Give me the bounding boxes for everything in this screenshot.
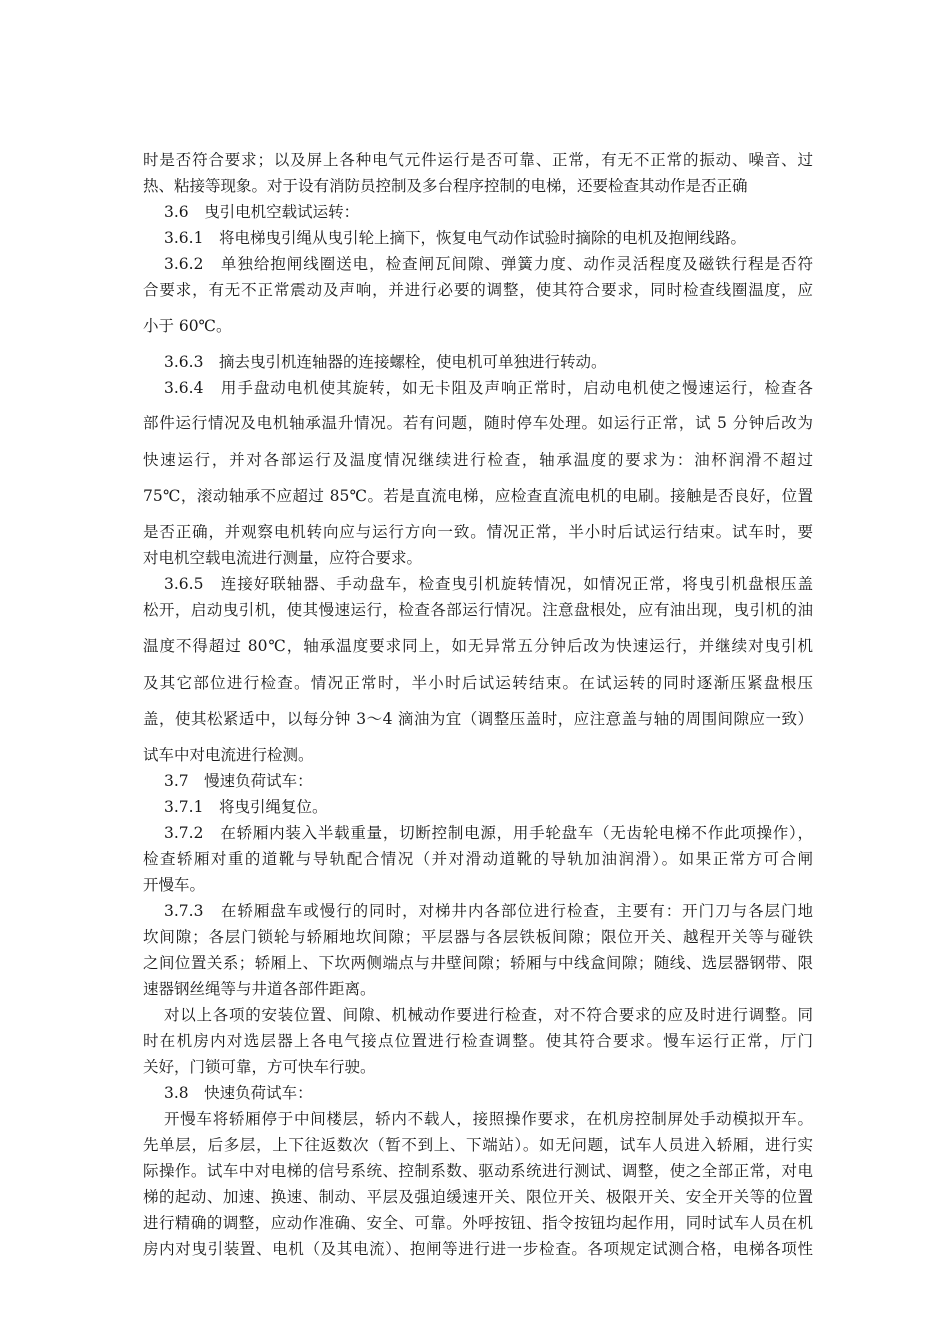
text-line: 试车中对电流进行检测。 <box>143 746 314 764</box>
text-line: 3.6.5 连接好联轴器、手动盘车，检查曳引机旋转情况，如情况正常，将曳引机盘根压盖 <box>164 575 813 593</box>
text-line: 合要求，有无不正常震动及声响，并进行必要的调整，使其符合要求，同时检查线圈温度，应 <box>143 281 813 299</box>
text-line: 房内对曳引装置、电机（及其电流）、抱闸等进行进一步检查。各项规定试测合格，电梯各项性 <box>143 1240 813 1258</box>
text-line: 3.7.2 在轿厢内装入半载重量，切断控制电源，用手轮盘车（无齿轮电梯不作此项操作）， <box>164 824 813 842</box>
text-line: 梯的起动、加速、换速、制动、平层及强迫缓速开关、限位开关、极限开关、安全开关等的位置 <box>143 1188 813 1206</box>
text-line: 盖，使其松紧适中，以每分钟 3～4 滴油为宜（调整压盖时，应注意盖与轴的周围间隙应一致） <box>143 710 813 728</box>
section-heading: 3.8 快速负荷试车： <box>164 1084 313 1102</box>
text-line: 3.6.3 摘去曳引机连轴器的连接螺栓，使电机可单独进行转动。 <box>164 353 607 371</box>
text-line: 速器钢丝绳等与井道各部件距离。 <box>143 980 376 998</box>
text-line: 3.6.1 将电梯曳引绳从曳引轮上摘下，恢复电气动作试验时摘除的电机及抱闸线路。 <box>164 229 746 247</box>
text-line: 时是否符合要求；以及屏上各种电气元件运行是否可靠、正常，有无不正常的振动、噪音、过 <box>143 151 813 169</box>
text-line: 关好，门锁可靠，方可快车行驶。 <box>143 1058 376 1076</box>
text-line: 对以上各项的安装位置、间隙、机械动作要进行检查，对不符合要求的应及时进行调整。同 <box>164 1006 813 1024</box>
text-line: 及其它部位进行检查。情况正常时，半小时后试运转结束。在试运转的同时逐渐压紧盘根压 <box>143 674 813 692</box>
text-line: 部件运行情况及电机轴承温升情况。若有问题，随时停车处理。如运行正常，试 5 分钟后改为 <box>143 414 813 432</box>
text-line: 3.7.3 在轿厢盘车或慢行的同时，对梯井内各部位进行检查，主要有：开门刀与各层门地 <box>164 902 813 920</box>
section-heading: 3.6 曳引电机空载试运转： <box>164 203 360 221</box>
section-heading: 3.7 慢速负荷试车： <box>164 772 313 790</box>
text-line: 小于 60℃。 <box>143 317 232 335</box>
text-line: 3.6.4 用手盘动电机使其旋转，如无卡阻及声响正常时，启动电机使之慢速运行，检查各 <box>164 379 813 397</box>
text-line: 松开，启动曳引机，使其慢速运行，检查各部运行情况。注意盘根处，应有油出现，曳引机的油 <box>143 601 813 619</box>
text-line: 检查轿厢对重的道靴与导轨配合情况（并对滑动道靴的导轨加油润滑）。如果正常方可合闸 <box>143 850 813 868</box>
text-line: 坎间隙；各层门锁轮与轿厢地坎间隙；平层器与各层铁板间隙；限位开关、越程开关等与碰铁 <box>143 928 813 946</box>
text-line: 75℃，滚动轴承不应超过 85℃。若是直流电梯，应检查直流电机的电刷。接触是否良好，位置 <box>143 487 813 505</box>
text-line: 温度不得超过 80℃，轴承温度要求同上，如无异常五分钟后改为快速运行，并继续对曳引机 <box>143 637 813 655</box>
text-line: 热、粘接等现象。对于设有消防员控制及多台程序控制的电梯，还要检查其动作是否正确 <box>143 177 748 195</box>
text-line: 3.6.2 单独给抱闸线圈送电，检查闸瓦间隙、弹簧力度、动作灵活程度及磁铁行程是否符 <box>164 255 813 273</box>
text-line: 对电机空载电流进行测量，应符合要求。 <box>143 549 423 567</box>
text-line: 际操作。试车中对电梯的信号系统、控制系数、驱动系统进行测试、调整，使之全部正常，对电 <box>143 1162 813 1180</box>
text-line: 时在机房内对选层器上各电气接点位置进行检查调整。使其符合要求。慢车运行正常，厅门 <box>143 1032 813 1050</box>
text-line: 是否正确，并观察电机转向应与运行方向一致。情况正常，半小时后试运行结束。试车时，要 <box>143 523 813 541</box>
text-line: 先单层，后多层，上下往返数次（暂不到上、下端站）。如无问题，试车人员进入轿厢，进行实 <box>143 1136 813 1154</box>
text-line: 之间位置关系；轿厢上、下坎两侧端点与井壁间隙；轿厢与中线盒间隙；随线、选层器钢带、限 <box>143 954 813 972</box>
text-line: 3.7.1 将曳引绳复位。 <box>164 798 328 816</box>
text-line: 开慢车将轿厢停于中间楼层，轿内不载人，接照操作要求，在机房控制屏处手动模拟开车。 <box>164 1110 813 1128</box>
text-line: 进行精确的调整，应动作准确、安全、可靠。外呼按钮、指令按钮均起作用，同时试车人员在机 <box>143 1214 813 1232</box>
text-line: 快速运行，并对各部运行及温度情况继续进行检查，轴承温度的要求为：油杯润滑不超过 <box>143 451 813 469</box>
text-line: 开慢车。 <box>143 876 206 894</box>
